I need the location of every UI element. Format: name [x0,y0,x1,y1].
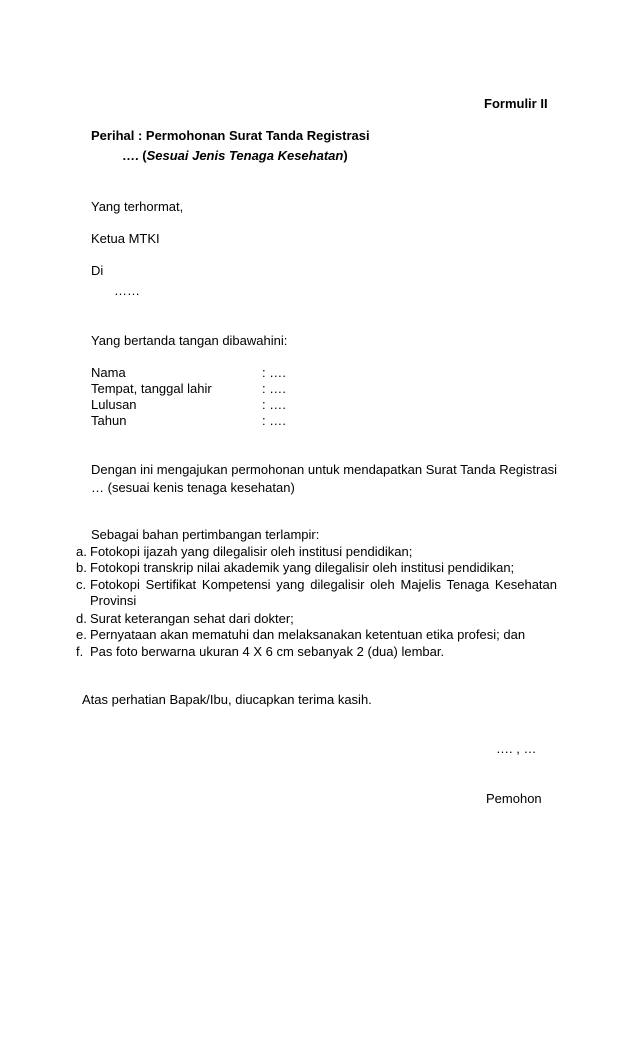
subject-prefix: …. ( [122,148,147,163]
list-text: Pernyataan akan mematuhi dan melaksanakan ketentuan etika profesi; dan [90,627,526,642]
list-marker: e. [76,627,87,642]
subject-line-2 [122,148,348,164]
closing-text: Atas perhatian Bapak/Ibu, diucapkan terima kasih. [82,692,372,707]
list-text: Fotokopi ijazah yang dilegalisir oleh institusi pendidikan; [90,544,413,559]
field-value: : …. [262,365,286,380]
list-marker: b. [76,560,87,575]
field-value: : …. [262,413,286,428]
list-text: Fotokopi Sertifikat Kompetensi yang dilegalisir oleh Majelis Tenaga Kesehatan [90,577,557,592]
signature-label: Pemohon [486,791,542,806]
salutation: Yang terhormat, [91,199,184,214]
list-marker: f. [76,644,84,659]
field-value: : …. [262,381,286,396]
list-text: Pas foto berwarna ukuran 4 X 6 cm sebanyak 2 (dua) lembar. [90,644,445,659]
list-text: Fotokopi transkrip nilai akademik yang dilegalisir oleh institusi pendidikan; [90,560,515,575]
subject-italic: Sesuai Jenis Tenaga Kesehatan [146,148,344,163]
field-label: Lulusan [91,397,137,412]
place-prefix: Di [91,263,104,278]
list-text-continuation: Provinsi [90,593,137,608]
list-text: Surat keterangan sehat dari dokter; [90,611,294,626]
subject-line-1: Perihal : Permohonan Surat Tanda Registrasi [91,128,370,143]
attachments-intro: Sebagai bahan pertimbangan terlampir: [91,527,320,542]
recipient: Ketua MTKI [91,231,160,246]
subject-suffix: ) [343,148,348,163]
date-place: …. , … [496,741,537,756]
field-label: Nama [91,365,126,380]
request-line-2: … (sesuai kenis tenaga kesehatan) [91,480,295,495]
field-label: Tahun [91,413,127,428]
field-value: : …. [262,397,286,412]
list-marker: d. [76,611,87,626]
intro-text: Yang bertanda tangan dibawahini: [91,333,288,348]
form-label: Formulir II [484,96,548,111]
place-value: …… [114,283,140,298]
request-line-1: Dengan ini mengajukan permohonan untuk mendapatkan Surat Tanda Registrasi [91,462,557,477]
field-label: Tempat, tanggal lahir [91,381,212,396]
list-marker: a. [76,544,87,559]
list-marker: c. [76,577,87,592]
